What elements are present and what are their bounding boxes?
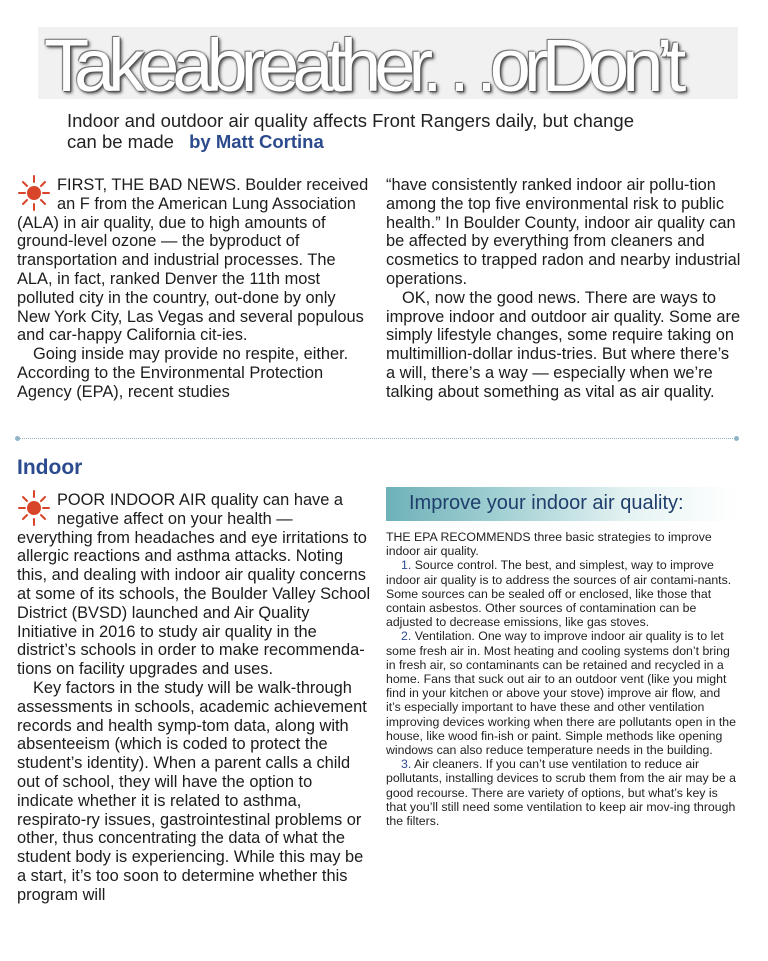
sidebar-item <box>386 558 738 629</box>
sidebar-heading-band <box>386 487 737 521</box>
sidebar-heading: Improve your indoor air quality: <box>409 492 684 514</box>
item-text: Source control. The best, and simplest, way to improve indoor air quality is to address the sources of air contami-nants. Some sources can be sealed off or enclosed, like those that contain asbestos. Other sources of contamination can be adjusted to decrease emissions, like gas stoves. <box>386 558 732 630</box>
intro-paragraph: Going inside may provide no respite, either. According to the Environmental Protection Agency (EPA), recent studies <box>17 345 349 401</box>
sidebar-intro: THE EPA RECOMMENDS three basic strategies to improve indoor air quality. <box>386 530 712 559</box>
indoor-paragraph: Key factors in the study will be walk-through assessments in schools, academic achievement records and health symp-tom data, along with absenteeism (which is coded to protect the student’s identity). When a parent calls a child out of school, they will have the option to indicate whether it is related to asthma, respirato-ry issues, gastrointestinal problems or other, thus concentrating the data of what the student body is experiencing. While this may be a start, it’s too soon to determine whether this program will <box>17 678 367 904</box>
intro-column-right <box>386 176 741 402</box>
intro-lead-paragraph: FIRST, THE BAD NEWS. Boulder received an F from the American Lung Association (ALA) in air quality, due to high amounts of ground-level ozone — the byproduct of transportation and industrial processes. The ALA, in fact, ranked Denver the 11th most polluted city in the country, out-done by only New York City, Las Vegas and several populous and car-happy California cit-ies. <box>17 176 369 345</box>
item-text: Ventilation. One way to improve indoor air quality is to let some fresh air in. Most heating and cooling systems don’t bring in fresh air, so contaminants can be retained and recycled in a home. Fans that suck out air to an outdoor vent (like you might find in your kitchen or above your stove) improve air flow, and it’s especially important to have these and other ventilation improving devices working when there are pollutants open in the house, like wood fin-ish or paint. Simple methods like opening windows can also reduce temperature needs in the building. <box>386 629 736 758</box>
indoor-paragraph: POOR INDOOR AIR quality can have a negative affect on your health — everything from headaches and eye irritations to allergic reactions and asthma attacks. Noting this, and dealing with indoor air quality concerns at some of its schools, the Boulder Valley School District (BVSD) launched and Air Quality Initiative in 2016 to study air quality in the district’s schools in order to make recommenda-tions on facility upgrades and uses. <box>17 491 371 679</box>
item-number: 2. <box>401 629 412 644</box>
subtitle <box>67 110 747 152</box>
section-divider <box>17 438 737 439</box>
sun-icon <box>17 174 51 212</box>
indoor-column <box>17 491 371 905</box>
section-heading: Indoor <box>17 456 83 479</box>
intro-paragraph: OK, now the good news. There are ways to improve indoor and outdoor air quality. Some are simply lifestyle changes, some require taking on multimillion-dollar indus-tries. But where there’s a will, there’s a way — especially when we’re talking about something as vital as air quality. <box>386 288 741 401</box>
sidebar-item <box>386 629 738 757</box>
subtitle-line-1: Indoor and outdoor air quality affects Front Rangers daily, but change <box>67 110 634 131</box>
intro-column-left <box>17 176 371 402</box>
byline: by Matt Cortina <box>189 131 324 152</box>
page-title: Takeabreather. . .orDon’t <box>44 27 680 99</box>
intro-paragraph: “have consistently ranked indoor air pollu-tion among the top five environmental risk to public health.” In Boulder County, indoor air quality can be affected by everything from cleaners and cosmetics to trapped radon and nearby industrial operations. <box>386 176 741 288</box>
item-number: 1. <box>401 558 412 573</box>
sun-icon <box>17 489 51 527</box>
subtitle-line-2: can be made <box>67 131 174 152</box>
item-text: Air cleaners. If you can’t use ventilation to reduce air pollutants, installing devices to scrub them from the air may be a good recourse. There are variety of options, but what’s key is that you’ll still need some ventilation to keep air mov-ing through the filters. <box>386 757 736 829</box>
item-number: 3. <box>401 757 412 772</box>
sidebar-item <box>386 757 738 828</box>
title-banner <box>38 27 738 99</box>
sidebar-body <box>386 530 738 828</box>
